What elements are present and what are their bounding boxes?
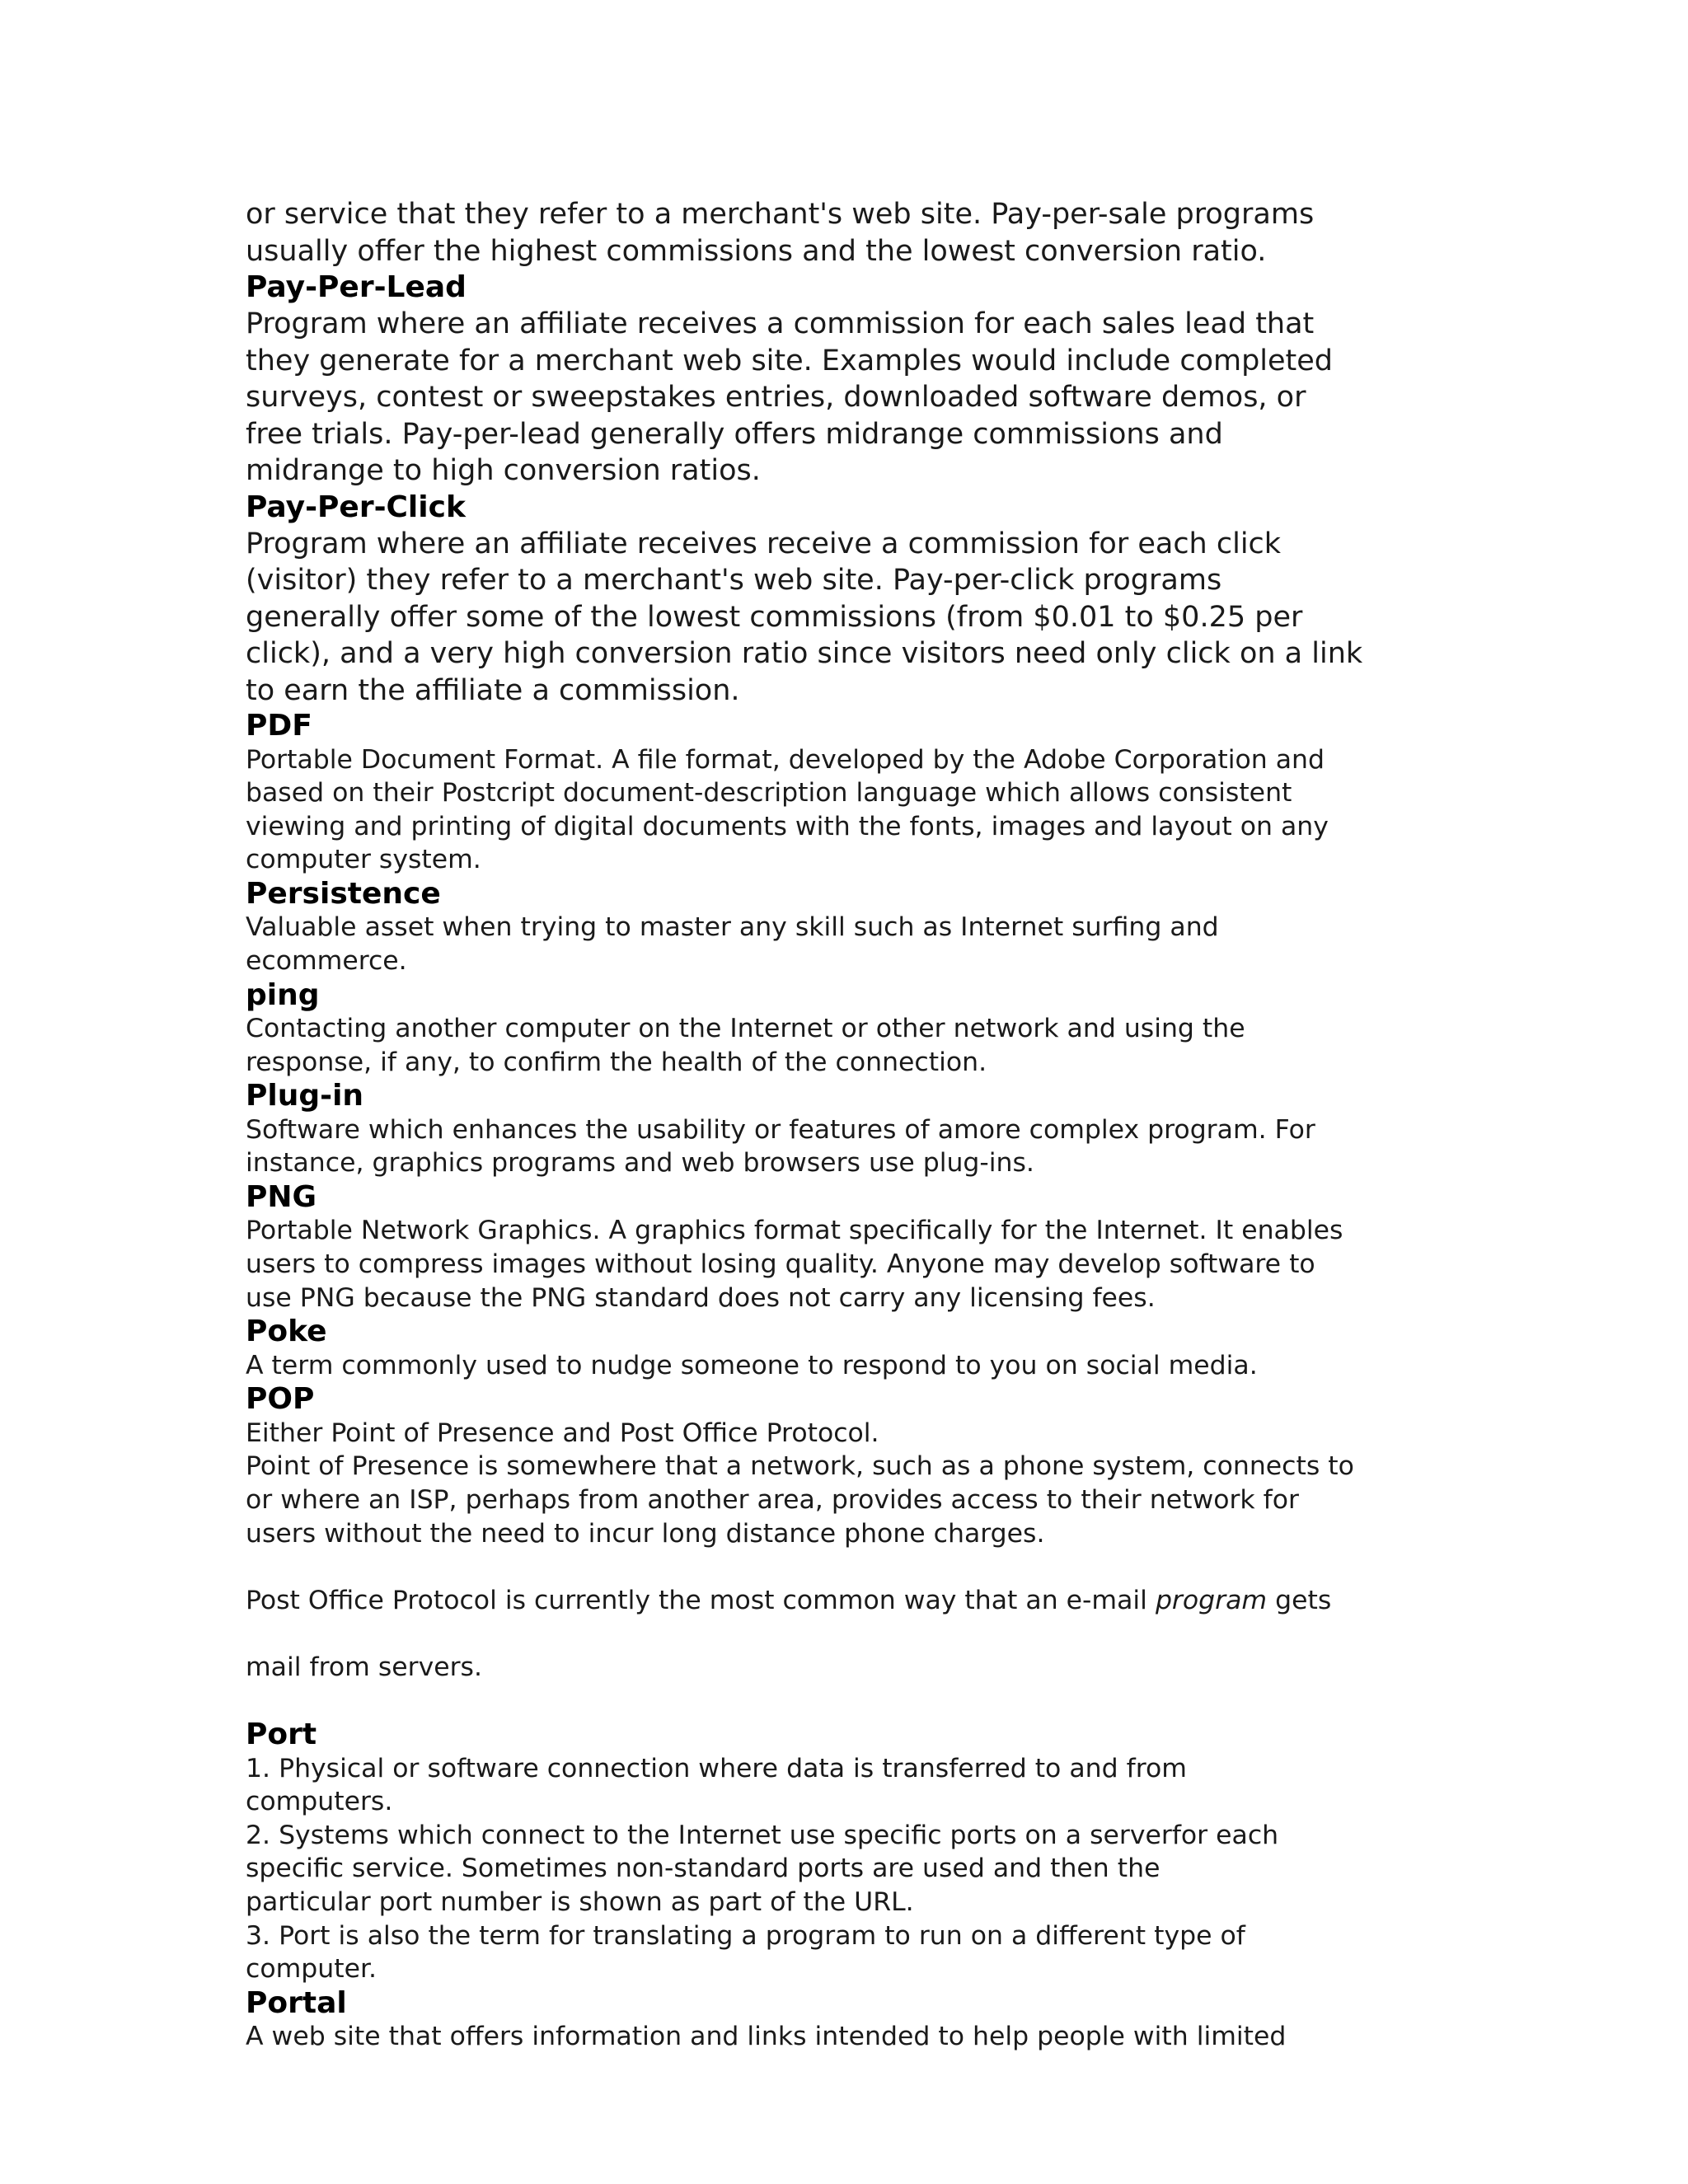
entry-ping (246, 978, 1465, 1080)
entry-pay-per-sale-continued (246, 196, 1465, 269)
term-heading: PDF (246, 709, 312, 743)
text-segment: gets (1267, 1585, 1332, 1615)
term-heading: Pay-Per-Click (246, 490, 466, 524)
term-heading: Persistence (246, 876, 441, 911)
term-heading: Poke (246, 1315, 327, 1349)
entry-port (246, 1718, 1465, 1986)
term-heading: POP (246, 1382, 315, 1417)
definition-line: mail from servers. (246, 1652, 482, 1682)
definition-line (246, 1584, 1465, 1618)
definition-text: 1. Physical or software connection where data is transferred to and from computers. (246, 1753, 1187, 1817)
definition-text: Program where an affiliate receives receive a commission for each click (visitor) they refer to a merchant's web site. Pay-per-click programs generally offer some of the lowest commissions (from $0.01 to $0.25 per click), and a very high conversion ratio since visitors need only click on a link to earn the affiliate a commission. (246, 527, 1363, 707)
entry-portal (246, 1986, 1465, 2054)
document-page (246, 196, 1465, 2054)
italic-term: program (1155, 1585, 1268, 1615)
entry-pop (246, 1382, 1465, 1718)
definition-text: Program where an affiliate receives a commission for each sales lead that they generate for a merchant web site. Examples would include completed surveys, contest or sweepstakes entries, downloaded software demos, or free trials. Pay-per-lead generally offers midrange commissions and midrange to high conversion ratios. (246, 307, 1334, 487)
entry-plug-in (246, 1079, 1465, 1180)
definition-text: Portable Network Graphics. A graphics format specifically for the Internet. It enables users to compress images without losing quality. Anyone may develop software to use PNG because the PNG standard does not carry any licensing fees. (246, 1216, 1343, 1313)
definition-text: Either Point of Presence and Post Office Protocol. (246, 1418, 879, 1448)
definition-text: A web site that offers information and links intended to help people with limited (246, 2022, 1287, 2052)
entry-pdf (246, 709, 1465, 877)
term-heading: Pay-Per-Lead (246, 270, 467, 304)
definition-text: A term commonly used to nudge someone to respond to you on social media. (246, 1350, 1258, 1380)
definition-text: Valuable asset when trying to master any skill such as Internet surfing and ecommerce. (246, 912, 1219, 976)
term-heading: Port (246, 1718, 317, 1752)
definition-text: Software which enhances the usability or features of amore complex program. For instance, graphics programs and web browsers use plug-ins. (246, 1114, 1315, 1179)
term-heading: Portal (246, 1985, 347, 2020)
entry-poke (246, 1315, 1465, 1382)
definition-text: 3. Port is also the term for translating a program to run on a different type of computer. (246, 1920, 1245, 1985)
entry-pay-per-lead (246, 269, 1465, 490)
definition-text: Point of Presence is somewhere that a network, such as a phone system, connects to or where an ISP, perhaps from another area, provides access to their network for users without the need to incur long distance phone charges. (246, 1451, 1354, 1549)
term-heading: PNG (246, 1179, 317, 1214)
definition-text: Contacting another computer on the Internet or other network and using the response, if any, to confirm the health of the connection. (246, 1014, 1245, 1077)
term-heading: ping (246, 977, 320, 1012)
definition-text: 2. Systems which connect to the Internet use specific ports on a serverfor each specific service. Sometimes non-standard ports are used and then the particular port number is shown as part of the URL. (246, 1820, 1279, 1918)
definition-text: or service that they refer to a merchant's web site. Pay-per-sale programs usually offer the highest commissions and the lowest conversion ratio. (246, 198, 1315, 268)
entry-persistence (246, 877, 1465, 978)
term-heading: Plug-in (246, 1079, 364, 1113)
definition-text: Portable Document Format. A file format, developed by the Adobe Corporation and based on their Postcript document-description language which allows consistent viewing and printing of digital documents with the fonts, images and layout on any computer system. (246, 744, 1329, 875)
entry-pay-per-click (246, 490, 1465, 710)
text-segment: Post Office Protocol is currently the most common way that an e-mail (246, 1585, 1156, 1615)
entry-png (246, 1180, 1465, 1315)
definition-text-post-office-protocol (246, 1550, 1465, 1718)
